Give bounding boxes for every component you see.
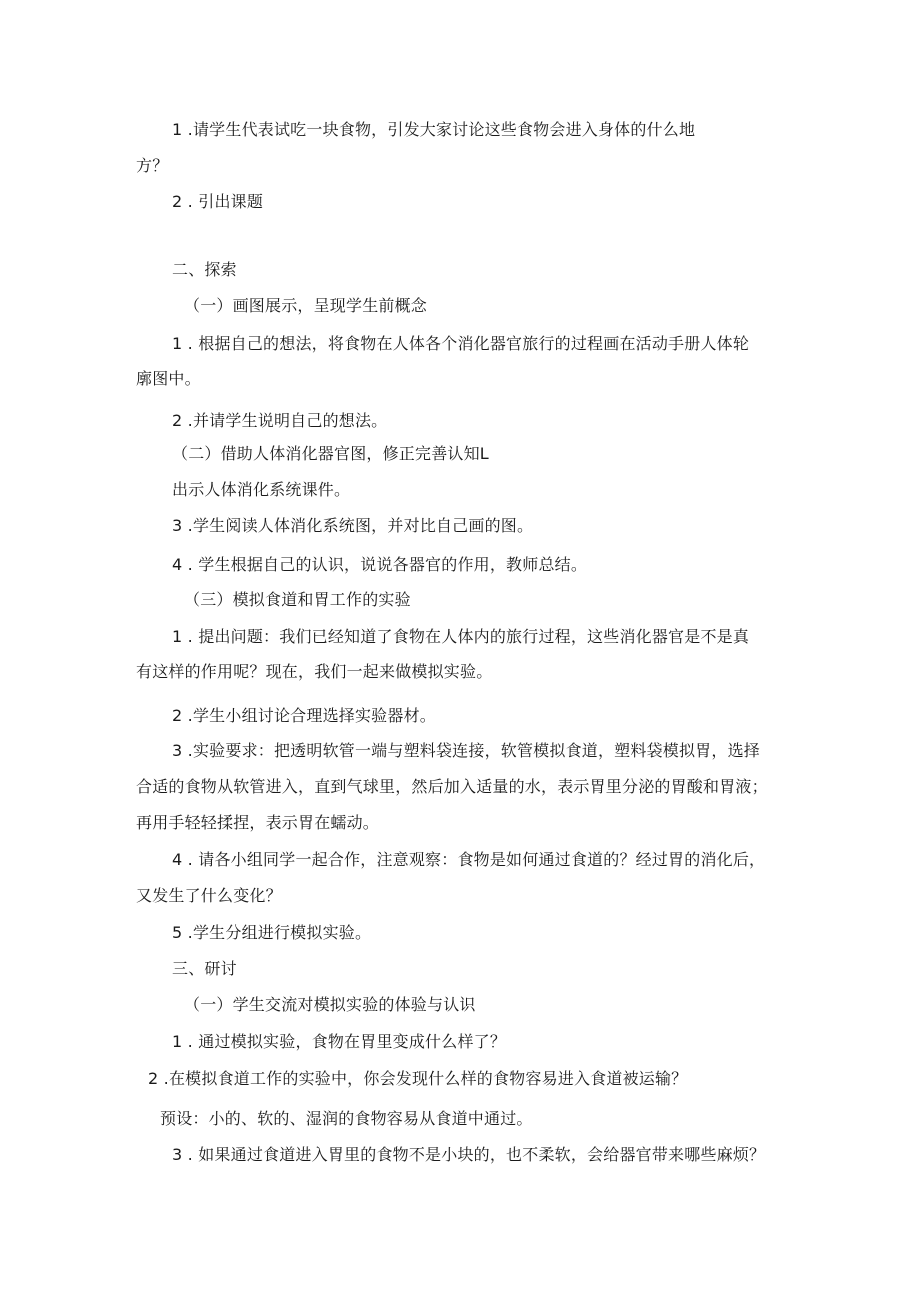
text-line-20: 4 . 请各小组同学一起合作，注意观察：食物是如何通过食道的？经过胃的消化后，: [172, 850, 766, 869]
subsection-heading-3: （三）模拟食道和胃工作的实验: [184, 590, 411, 609]
text-line-10: 出示人体消化系统课件。: [172, 480, 351, 499]
text-line-7: 廓图中。: [136, 369, 201, 388]
text-line-14: 1 . 提出问题：我们已经知道了食物在人体内的旅行过程，这些消化器官是不是真: [172, 627, 750, 646]
subsection-heading-2: （二）借助人体消化器官图，修正完善认知L: [172, 444, 489, 463]
text-line-25: 1 . 通过模拟实验，食物在胃里变成什么样了？: [172, 1032, 507, 1051]
text-line-1: 1 .请学生代表试吃一块食物，引发大家讨论这些食物会进入身体的什么地: [172, 120, 696, 139]
text-line-18: 合适的食物从软管进入，直到气球里，然后加入适量的水，表示胃里分泌的胃酸和胃液；: [136, 777, 768, 796]
text-line-6: 1 . 根据自己的想法，将食物在人体各个消化器官旅行的过程画在活动手册人体轮: [172, 334, 750, 353]
section-heading-discuss: 三、研讨: [172, 959, 237, 978]
text-line-17: 3 .实验要求：把透明软管一端与塑料袋连接，软管模拟食道，塑料袋模拟胃，选择: [172, 741, 760, 760]
text-line-15: 有这样的作用呢？现在，我们一起来做模拟实验。: [136, 662, 493, 681]
text-line-26: 2 .在模拟食道工作的实验中，你会发现什么样的食物容易进入食道被运输？: [148, 1069, 688, 1088]
text-line-8: 2 .并请学生说明自己的想法。: [172, 411, 388, 430]
text-line-12: 4 . 学生根据自己的认识，说说各器官的作用，教师总结。: [172, 555, 588, 574]
text-line-16: 2 .学生小组讨论合理选择实验器材。: [172, 706, 436, 725]
section-heading-explore: 二、探索: [172, 260, 237, 279]
text-line-2: 方？: [136, 156, 169, 175]
text-line-21: 又发生了什么变化？: [136, 886, 282, 905]
subsection-heading-1: （一）画图展示，呈现学生前概念: [184, 296, 428, 315]
text-line-19: 再用手轻轻揉捏，表示胃在蠕动。: [136, 813, 380, 832]
text-line-11: 3 .学生阅读人体消化系统图，并对比自己画的图。: [172, 516, 534, 535]
text-line-22: 5 .学生分组进行模拟实验。: [172, 923, 372, 942]
text-line-28: 3 . 如果通过食道进入胃里的食物不是小块的，也不柔软，会给器官带来哪些麻烦？: [172, 1145, 766, 1164]
text-line-3: 2 . 引出课题: [172, 192, 264, 211]
text-line-27: 预设：小的、软的、湿润的食物容易从食道中通过。: [160, 1109, 533, 1128]
subsection-heading-4: （一）学生交流对模拟实验的体验与认识: [184, 995, 476, 1014]
